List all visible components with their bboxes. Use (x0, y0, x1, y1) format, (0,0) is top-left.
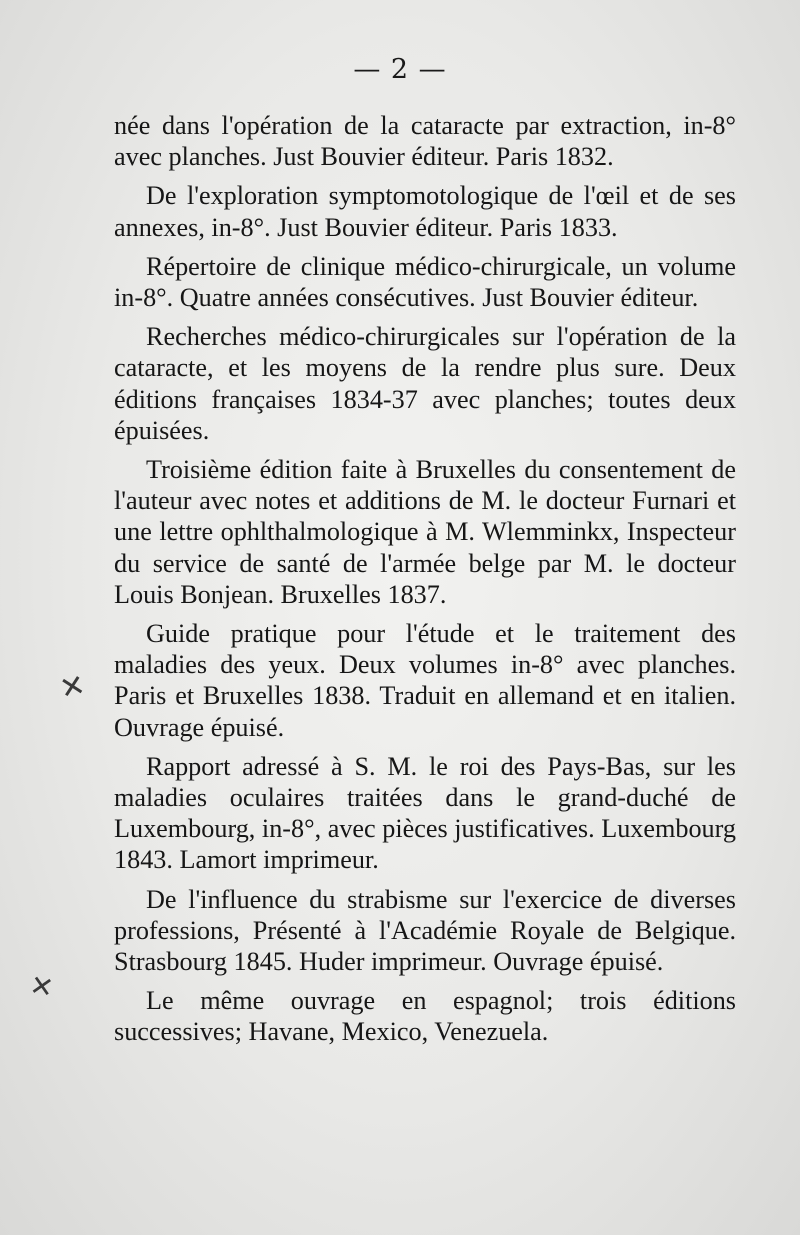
entry-recherches-cataracte: Recherches médico-chirurgicales sur l'opération de la cataracte, et les moyens de la rendre plus sure. Deux éditions françaises 1834-37 avec planches; toutes deux épuisées. (114, 322, 736, 445)
entry-influence-strabisme: De l'influence du strabisme sur l'exercice de diverses professions, Présenté à l'Académie Royale de Belgique. Strasbourg 1845. Huder imprimeur. Ouvrage épuisé. (114, 884, 736, 977)
page-number: — 2 — (353, 54, 447, 85)
entry-guide-pratique: Guide pratique pour l'étude et le traitement des maladies des yeux. Deux volumes in-8° avec planches. Paris et Bruxelles 1838. Traduit en allemand et en italien. Ouvrage épuisé. (114, 619, 736, 742)
entry-ouvrage-espagnol: Le même ouvrage en espagnol; trois éditions successives; Havane, Mexico, Venezuela. (114, 986, 736, 1047)
margin-cross-mark-icon: ✕ (27, 968, 57, 1005)
entry-repertoire-clinique: Répertoire de clinique médico-chirurgicale, un volume in-8°. Quatre années consécutives. Just Bouvier éditeur. (114, 251, 736, 313)
entry-rapport-pays-bas: Rapport adressé à S. M. le roi des Pays-Bas, sur les maladies oculaires traitées dans le grand-duché de Luxembourg, in-8°, avec pièces justificatives. Luxembourg 1843. Lamort imprimeur. (114, 751, 736, 875)
bibliography-text (114, 110, 736, 1056)
entry-cataract-extraction: née dans l'opération de la cataracte par extraction, in-8° avec planches. Just Bouvier éditeur. Paris 1832. (114, 111, 736, 172)
entry-exploration-symptomotologique: De l'exploration symptomotologique de l'œil et de ses annexes, in-8°. Just Bouvier éditeur. Paris 1833. (114, 181, 736, 242)
entry-troisieme-edition: Troisième édition faite à Bruxelles du consentement de l'auteur avec notes et additions de M. le docteur Furnari et une lettre ophlthalmologique à M. Wlemminkx, Inspecteur du service de santé de l'armée belge par M. le docteur Louis Bonjean. Bruxelles 1837. (114, 455, 736, 609)
margin-cross-mark-icon: ✕ (56, 667, 89, 708)
